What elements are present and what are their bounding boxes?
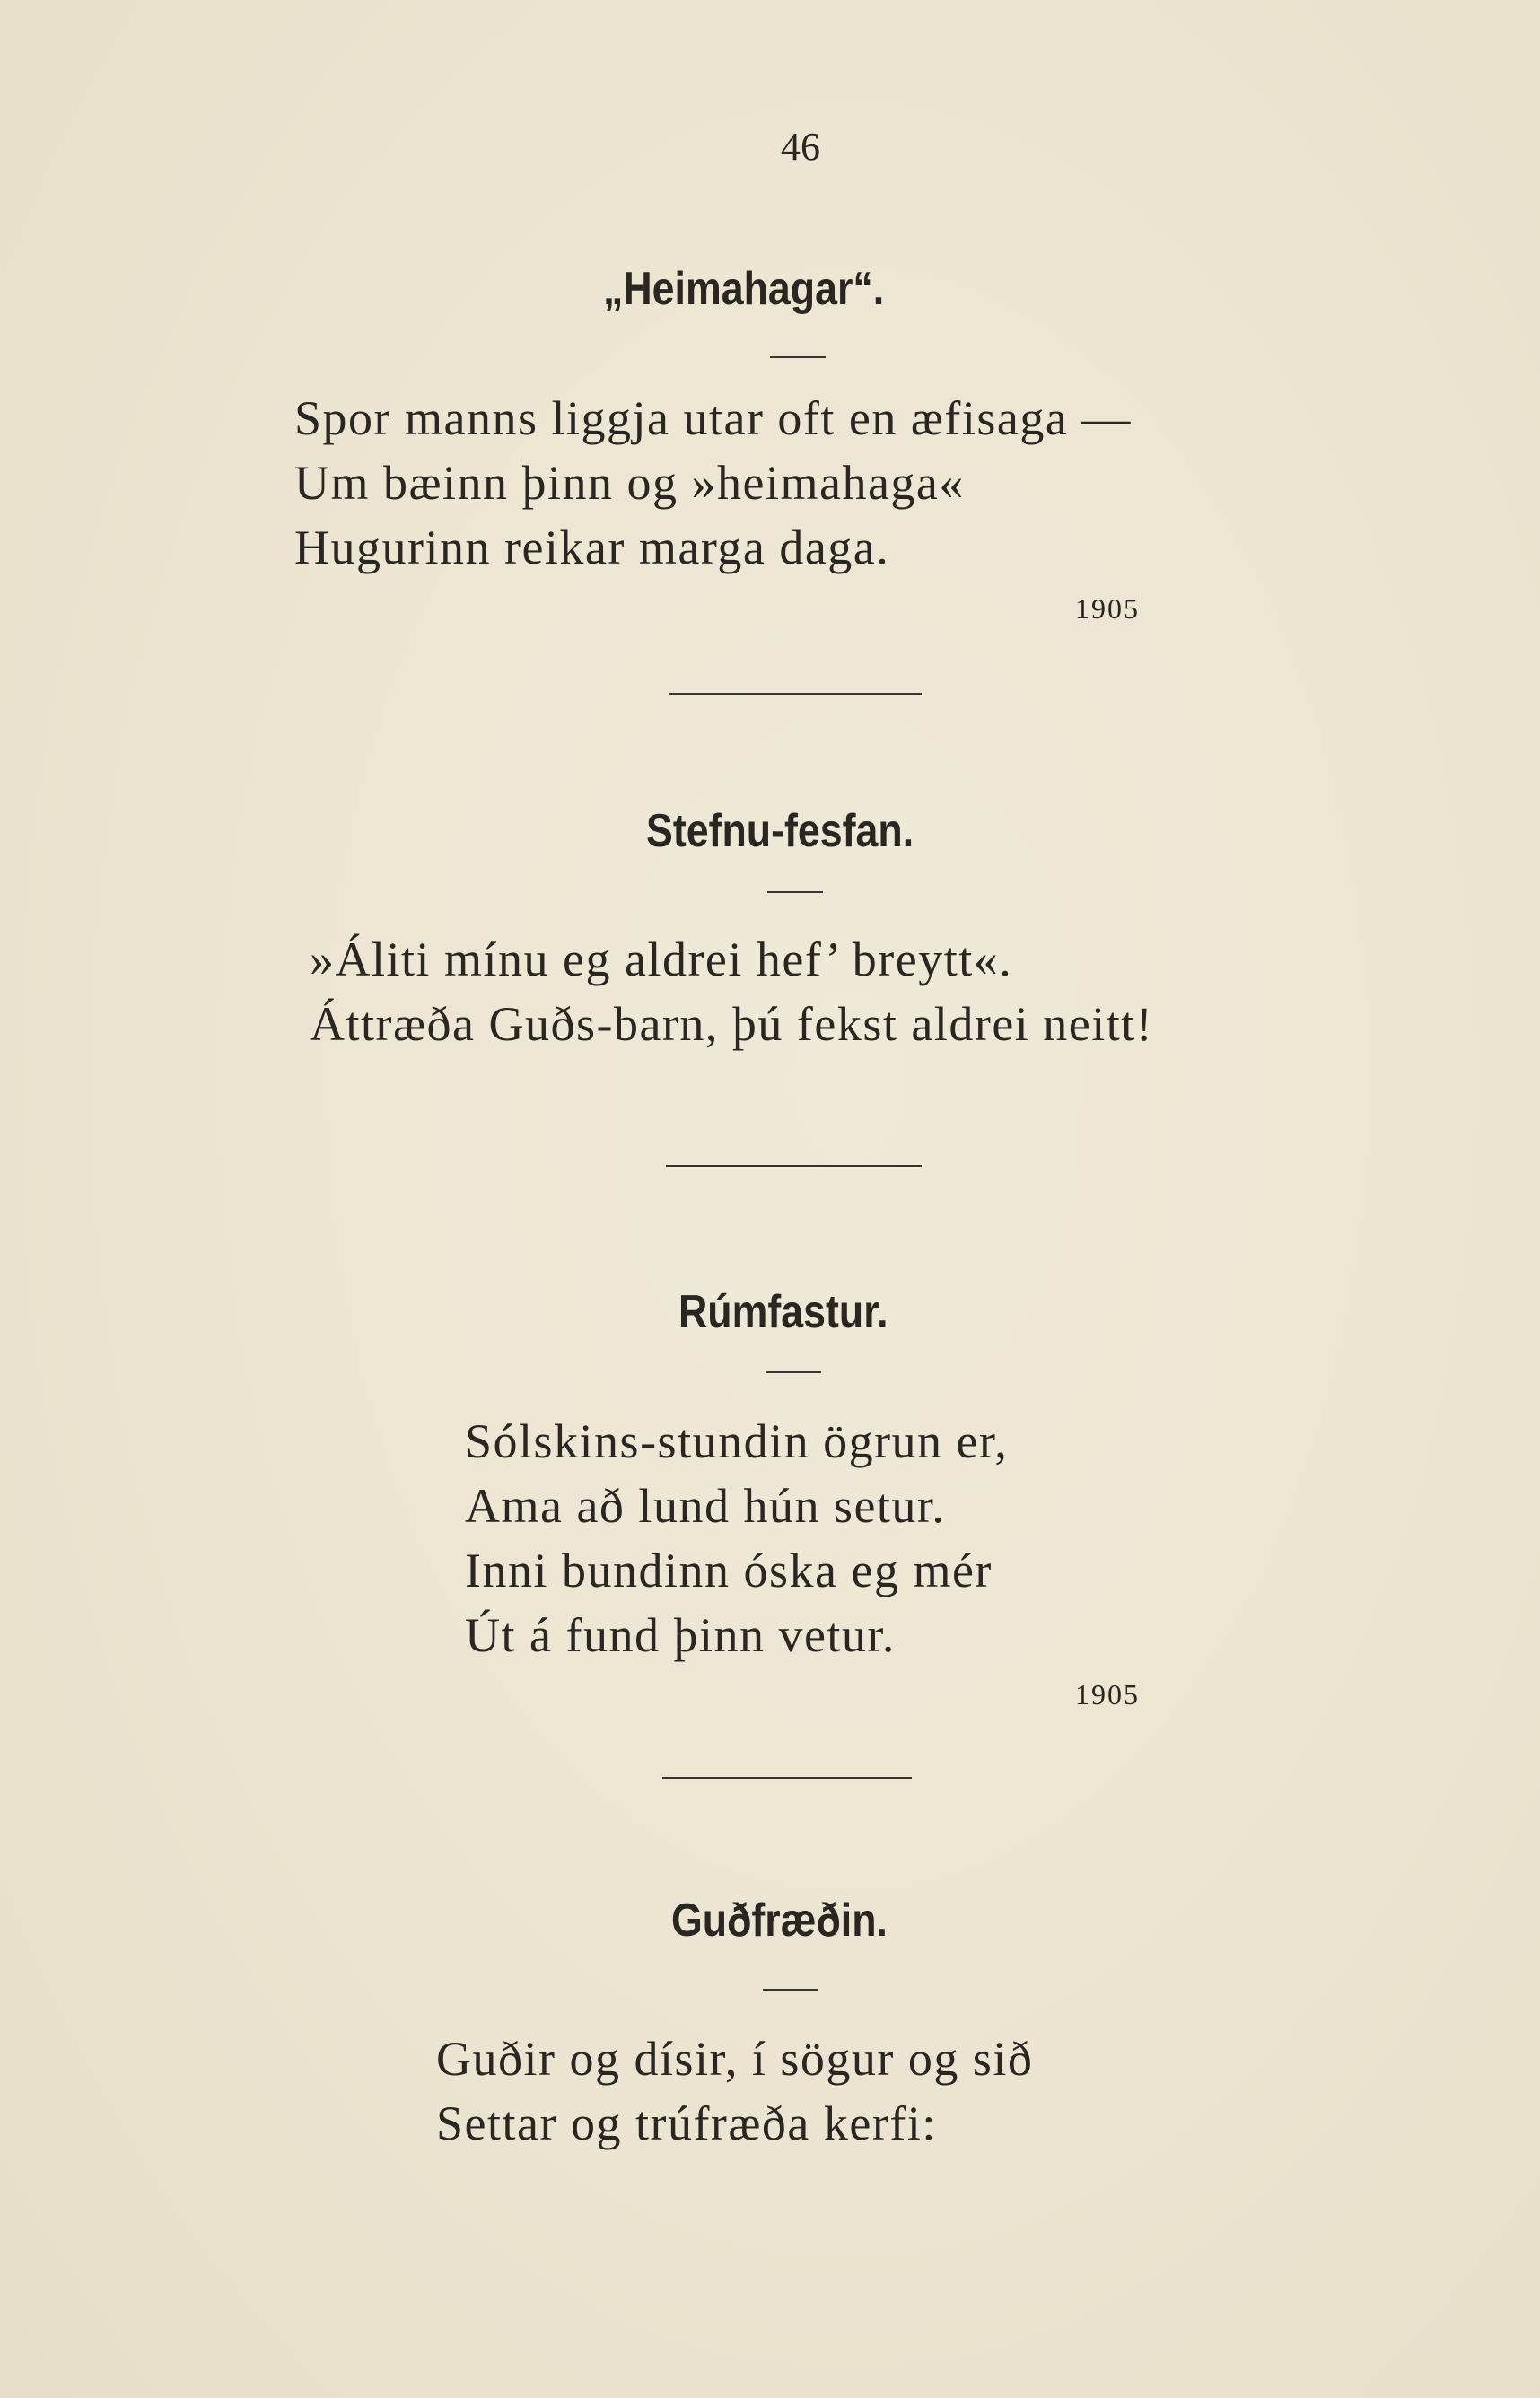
verse-line: »Áliti mínu eg aldrei hef’ breytt«.: [310, 932, 1013, 986]
verse-line: Út á fund þinn vetur.: [465, 1608, 896, 1662]
title-rule: [763, 1989, 818, 1991]
section-title-stefnu-fesfan: Stefnu-fesfan.: [646, 805, 914, 857]
poem-year: 1905: [1075, 592, 1140, 625]
verse-line: Spor manns liggja utar oft en æfisaga —: [294, 391, 1132, 445]
section-divider: [669, 693, 922, 695]
poem-year: 1905: [1075, 1678, 1140, 1711]
verse-line: Áttræða Guðs-barn, þú fekst aldrei neitt!: [310, 997, 1154, 1051]
title-rule: [766, 1371, 821, 1373]
verse-line: Ama að lund hún setur.: [465, 1479, 946, 1533]
title-rule: [767, 891, 823, 893]
verse-line: Settar og trúfræða kerfi:: [436, 2096, 937, 2150]
title-rule: [770, 356, 826, 358]
verse-line: Inni bundinn óska eg mér: [465, 1544, 993, 1597]
verse-line: Sólskins-stundin ögrun er,: [465, 1414, 1009, 1468]
page-number: 46: [781, 125, 820, 169]
verse-line: Hugurinn reikar marga daga.: [294, 521, 890, 574]
section-divider: [662, 1777, 912, 1779]
section-divider: [666, 1165, 922, 1167]
verse-line: Um bæinn þinn og »heimahaga«: [294, 456, 965, 510]
verse-line: Guðir og dísir, í sögur og sið: [436, 2032, 1034, 2086]
section-title-gudfraedin: Guðfræðin.: [671, 1895, 888, 1947]
section-title-rumfastur: Rúmfastur.: [678, 1286, 888, 1338]
section-title-heimahagar: „Heimahagar“.: [603, 263, 885, 315]
